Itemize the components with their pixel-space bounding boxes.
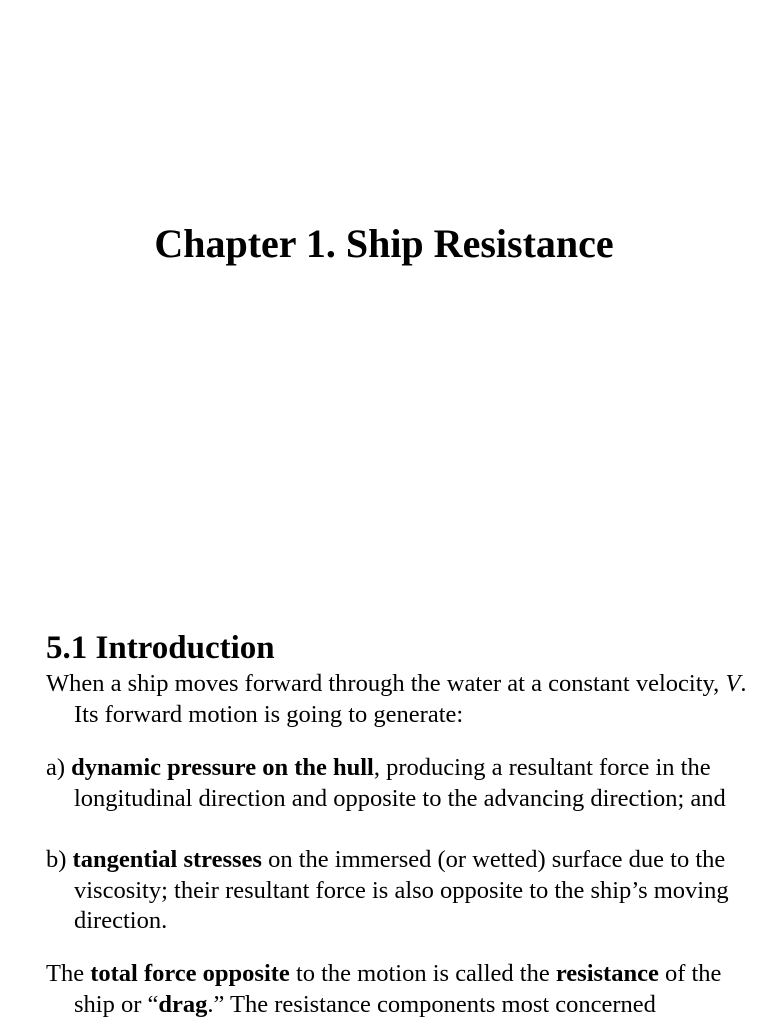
chapter-title: Chapter 1. Ship Resistance <box>154 221 614 266</box>
intro-text-2: . Its forward motion is going to generate: <box>74 670 747 728</box>
item-b-bold: tangential stresses <box>72 846 262 873</box>
closing-text-3: of the ship or “ <box>74 960 722 1018</box>
intro-paragraph <box>46 669 764 730</box>
closing-text-4: .” The resistance components most concerned <box>207 990 656 1018</box>
section-heading: 5.1 Introduction <box>46 630 275 666</box>
intro-text-1: When a ship moves forward through the water at a constant velocity, <box>46 670 726 697</box>
closing-bold-2: resistance <box>555 960 659 987</box>
closing-text-2: to the motion is called the <box>289 960 556 987</box>
closing-bold-1: total force opposite <box>90 960 290 987</box>
list-item-b <box>46 845 764 937</box>
list-item-a <box>46 753 764 814</box>
list-marker-b: b) <box>46 846 73 873</box>
closing-text-1: The <box>46 960 91 987</box>
item-a-bold: dynamic pressure on the hull <box>71 754 374 781</box>
list-marker-a: a) <box>46 754 72 781</box>
closing-bold-3: drag <box>158 990 208 1018</box>
item-b-text: on the immersed (or wetted) surface due to the viscosity; their resultant force is also opposite to the ship’s moving direction. <box>74 846 729 934</box>
velocity-symbol: V <box>725 670 741 697</box>
item-a-text: , producing a resultant force in the longitudinal direction and opposite to the advancing direction; and <box>74 754 726 812</box>
closing-paragraph <box>46 959 764 1020</box>
